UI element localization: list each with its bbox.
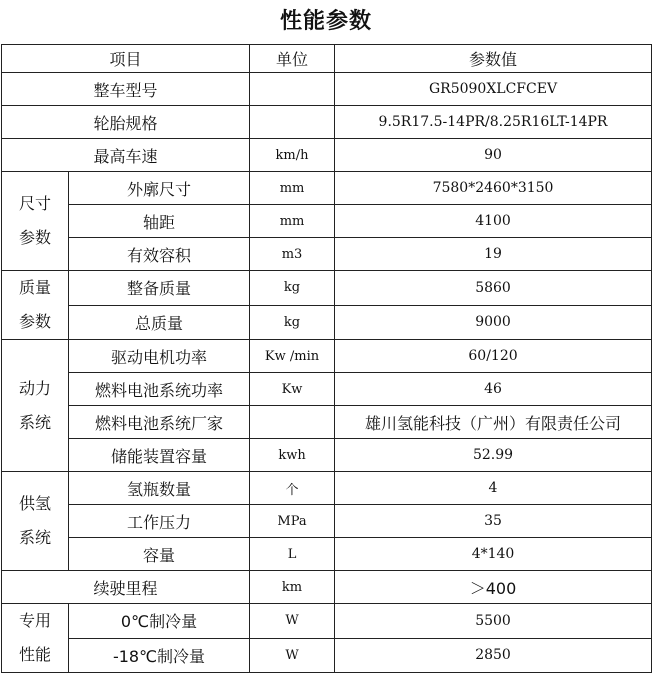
row-label: 外廓尺寸 <box>69 172 250 205</box>
group-label-line1: 动力 <box>18 378 51 398</box>
group-label-power <box>2 340 69 472</box>
row-value: 9.5R17.5-14PR/8.25R16LT-14PR <box>335 106 652 139</box>
table-row <box>2 439 652 472</box>
row-value: 5860 <box>335 271 652 306</box>
row-value: 46 <box>335 373 652 406</box>
table-row <box>2 638 652 673</box>
row-label: 最高车速 <box>2 139 250 172</box>
group-label-mass <box>2 271 69 340</box>
row-label: 有效容积 <box>69 238 250 271</box>
table-row <box>2 205 652 238</box>
row-unit: L <box>250 538 335 571</box>
row-value: 4*140 <box>335 538 652 571</box>
group-label-line2: 系统 <box>18 412 51 432</box>
row-label: 轴距 <box>69 205 250 238</box>
table-row <box>2 538 652 571</box>
row-label: 燃料电池系统功率 <box>69 373 250 406</box>
table-row <box>2 571 652 604</box>
row-value: 4 <box>335 472 652 505</box>
table-row <box>2 139 652 172</box>
row-unit: kg <box>250 305 335 340</box>
group-label-hydrogen <box>2 472 69 571</box>
group-label-line2: 参数 <box>18 312 51 331</box>
table-row <box>2 271 652 306</box>
table-header-row <box>2 45 652 73</box>
table-row <box>2 406 652 439</box>
row-value: 雄川氢能科技（广州）有限责任公司 <box>335 406 652 439</box>
row-unit: mm <box>250 172 335 205</box>
header-item: 项目 <box>2 45 250 73</box>
group-label-line2: 性能 <box>18 645 51 664</box>
row-value: 90 <box>335 139 652 172</box>
table-row <box>2 340 652 373</box>
group-label-line1: 尺寸 <box>18 194 51 213</box>
group-label-line1: 质量 <box>18 278 51 297</box>
row-value: 60/120 <box>335 340 652 373</box>
row-value: 19 <box>335 238 652 271</box>
row-label: 0℃制冷量 <box>69 604 250 639</box>
row-value: 4100 <box>335 205 652 238</box>
row-value: GR5090XLCFCEV <box>335 73 652 106</box>
table-row <box>2 238 652 271</box>
row-value: 2850 <box>335 638 652 673</box>
row-label: 驱动电机功率 <box>69 340 250 373</box>
row-label: 整备质量 <box>69 271 250 306</box>
row-unit: Kw <box>250 373 335 406</box>
row-value: 9000 <box>335 305 652 340</box>
row-value: ＞400 <box>335 571 652 604</box>
header-unit: 单位 <box>250 45 335 73</box>
row-unit: mm <box>250 205 335 238</box>
row-value: 52.99 <box>335 439 652 472</box>
row-value: 35 <box>335 505 652 538</box>
spec-table <box>1 44 652 673</box>
row-label: 燃料电池系统厂家 <box>69 406 250 439</box>
group-label-special <box>2 604 69 673</box>
header-value: 参数值 <box>335 45 652 73</box>
group-label-line2: 参数 <box>18 228 51 247</box>
table-row <box>2 305 652 340</box>
row-unit: MPa <box>250 505 335 538</box>
row-unit <box>250 106 335 139</box>
group-label-line1: 专用 <box>18 611 51 630</box>
row-unit: W <box>250 604 335 639</box>
group-label-line2: 系统 <box>18 528 51 547</box>
row-value: 7580*2460*3150 <box>335 172 652 205</box>
table-row <box>2 505 652 538</box>
row-label: 续驶里程 <box>2 571 250 604</box>
row-unit: W <box>250 638 335 673</box>
page-title: 性能参数 <box>279 9 372 34</box>
row-label: 氢瓶数量 <box>69 472 250 505</box>
row-unit: km/h <box>250 139 335 172</box>
row-unit: kwh <box>250 439 335 472</box>
table-row <box>2 373 652 406</box>
group-label-line1: 供氢 <box>18 494 51 513</box>
table-row <box>2 106 652 139</box>
table-row <box>2 604 652 639</box>
row-unit: kg <box>250 271 335 306</box>
row-unit: Kw /min <box>250 340 335 373</box>
table-row <box>2 73 652 106</box>
row-unit: 个 <box>250 472 335 505</box>
row-unit <box>250 406 335 439</box>
group-label-size <box>2 172 69 271</box>
row-label: 容量 <box>69 538 250 571</box>
row-label: 轮胎规格 <box>2 106 250 139</box>
row-label: 储能装置容量 <box>69 439 250 472</box>
table-row <box>2 172 652 205</box>
row-unit: km <box>250 571 335 604</box>
table-row <box>2 472 652 505</box>
row-unit <box>250 73 335 106</box>
row-unit: m3 <box>250 238 335 271</box>
row-label: -18℃制冷量 <box>69 638 250 673</box>
row-label: 工作压力 <box>69 505 250 538</box>
row-label: 整车型号 <box>2 73 250 106</box>
row-value: 5500 <box>335 604 652 639</box>
row-label: 总质量 <box>69 305 250 340</box>
